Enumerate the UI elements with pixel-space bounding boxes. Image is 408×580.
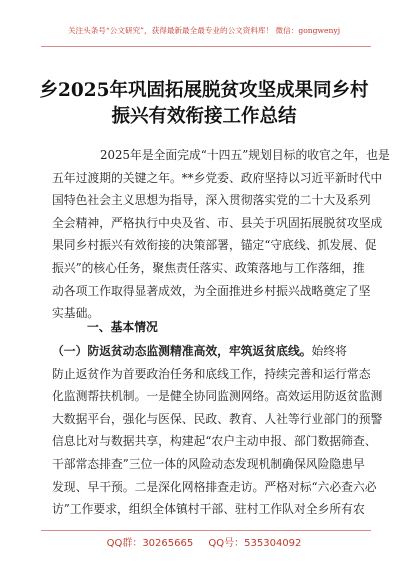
section-line: 访”工作要求，组织全体镇村干部、驻村工作队对全乡所有农 <box>52 502 365 517</box>
intro-line: 振兴”的核心任务，聚焦责任落实、政策落地与工作落细，推 <box>52 260 365 275</box>
footer-contact <box>0 534 408 549</box>
section-line: 发现、早干预。二是深化网格排查走访。严格对标“六必查六必 <box>52 479 377 494</box>
header-divider <box>41 46 371 47</box>
section-line: 化监测帮扶机制。一是健全协同监测网络。高效运用防返贫监测 <box>52 389 383 404</box>
intro-line: 全会精神，严格执行中央及省、市、县关于巩固拓展脱贫攻坚成 <box>52 215 383 230</box>
section-paragraph <box>52 340 383 521</box>
first-line-rest: 始终将 <box>311 344 347 358</box>
section-first-line <box>52 340 358 363</box>
title-line-1: 乡2025年巩固拓展脱贫攻坚成果同乡村 <box>39 80 369 101</box>
intro-line: 动各项工作取得显著成效，为全面推进乡村振兴战略奠定了坚 <box>52 283 371 298</box>
section-heading: 一、基本情况 <box>87 320 158 334</box>
document-title <box>0 78 408 130</box>
intro-line: 国特色社会主义思想为指导，深入贯彻落实党的二十大及系列 <box>52 193 371 208</box>
intro-paragraph <box>52 144 390 325</box>
footer-qq-number: QQ号：535304092 <box>208 538 302 549</box>
footer-qq-group: QQ群：30265665 <box>106 538 194 549</box>
subsection-heading: （一）防返贫动态监测精准高效，牢筑返贫底线。 <box>52 344 312 358</box>
title-line-2: 振兴有效衔接工作总结 <box>111 106 297 127</box>
intro-line: 2025年是全面完成“十四五”规划目标的收官之年，也是 <box>100 148 390 162</box>
section-line: 干部常态排查”三位一体的风险动态发现机制确保风险隐患早 <box>52 456 365 471</box>
footer-divider <box>41 530 371 531</box>
header-promo-note: 关注头条号“公文研究”，获得最新最全最专业的公文资料库！ 微信：gongwenyj <box>67 26 341 35</box>
intro-line: 果同乡村振兴有效衔接的决策部署，锚定“守底线、抓发展、促 <box>52 238 377 253</box>
intro-line: 实基础。 <box>52 306 100 321</box>
section-line: 信息比对与数据共享，构建起“农户主动申报、部门数据筛查、 <box>52 434 377 449</box>
section-line: 防止返贫作为首要政治任务和底线工作，持续完善和运行常态 <box>52 366 371 381</box>
intro-line: 五年过渡期的关键之年。**乡党委、政府坚持以习近平新时代中 <box>52 170 383 185</box>
section-line: 大数据平台，强化与医保、民政、教育、人社等行业部门的预警 <box>52 411 383 426</box>
